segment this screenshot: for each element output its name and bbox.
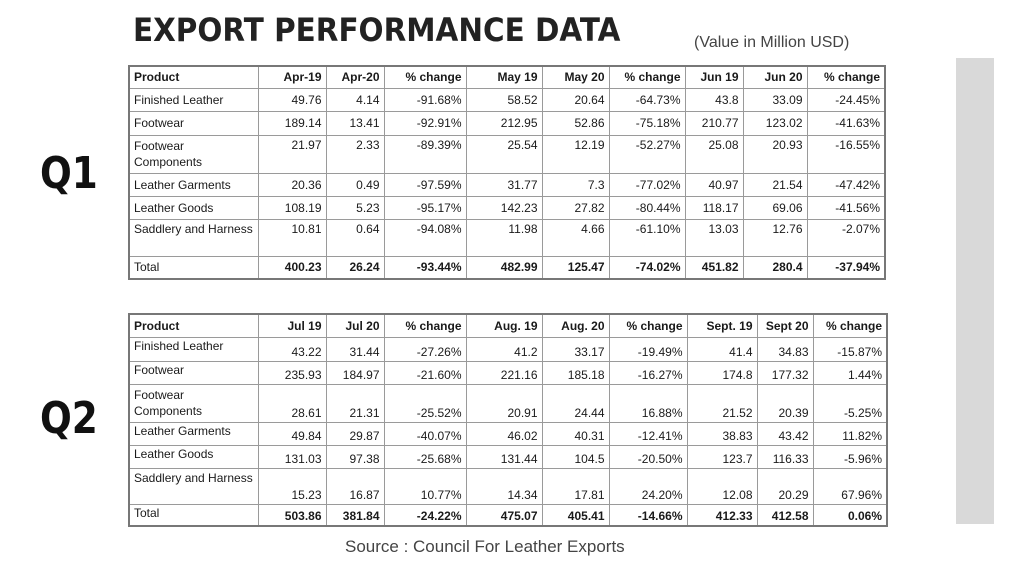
cell: -25.52% <box>384 384 466 422</box>
row-product: Leather Goods <box>129 445 258 468</box>
table-row <box>129 196 885 219</box>
cell: 43.42 <box>757 422 813 445</box>
q2-header-row <box>129 314 887 337</box>
cell: 4.66 <box>542 219 609 256</box>
cell: -75.18% <box>609 111 685 135</box>
cell: -20.50% <box>609 445 687 468</box>
q2-header-sep19: Sept. 19 <box>687 314 757 337</box>
q1-header-jun20: Jun 20 <box>743 66 807 88</box>
side-panel <box>956 58 994 524</box>
q2-header-jul20: Jul 20 <box>326 314 384 337</box>
cell: -41.63% <box>807 111 885 135</box>
cell: 43.8 <box>685 88 743 111</box>
table-row <box>129 468 887 504</box>
unit-note: (Value in Million USD) <box>694 34 850 51</box>
cell: 475.07 <box>466 504 542 526</box>
cell: 0.06% <box>813 504 887 526</box>
cell: -14.66% <box>609 504 687 526</box>
cell: 20.93 <box>743 135 807 173</box>
q1-header-apr-change: % change <box>384 66 466 88</box>
row-product: Total <box>129 256 258 279</box>
cell: 185.18 <box>542 361 609 384</box>
cell: 2.33 <box>326 135 384 173</box>
q1-header-product: Product <box>129 66 258 88</box>
row-product: Saddlery and Harness <box>129 219 258 256</box>
cell: 49.76 <box>258 88 326 111</box>
cell: 24.44 <box>542 384 609 422</box>
cell: 405.41 <box>542 504 609 526</box>
cell: 189.14 <box>258 111 326 135</box>
cell: 20.29 <box>757 468 813 504</box>
table-row-total <box>129 504 887 526</box>
q1-header-may-change: % change <box>609 66 685 88</box>
cell: 10.77% <box>384 468 466 504</box>
cell: 11.98 <box>466 219 542 256</box>
q2-header-aug-change: % change <box>609 314 687 337</box>
cell: 46.02 <box>466 422 542 445</box>
row-product: Finished Leather <box>129 337 258 361</box>
row-product: Saddlery and Harness <box>129 468 258 504</box>
cell: 26.24 <box>326 256 384 279</box>
cell: 20.91 <box>466 384 542 422</box>
cell: 108.19 <box>258 196 326 219</box>
q1-header-row <box>129 66 885 88</box>
cell: 29.87 <box>326 422 384 445</box>
q1-header-may19: May 19 <box>466 66 542 88</box>
source-note: Source : Council For Leather Exports <box>345 537 625 556</box>
table-row <box>129 337 887 361</box>
cell: 34.83 <box>757 337 813 361</box>
cell: 503.86 <box>258 504 326 526</box>
cell: 58.52 <box>466 88 542 111</box>
cell: -2.07% <box>807 219 885 256</box>
table-row <box>129 384 887 422</box>
cell: -27.26% <box>384 337 466 361</box>
cell: 184.97 <box>326 361 384 384</box>
cell: 7.3 <box>542 173 609 196</box>
cell: -12.41% <box>609 422 687 445</box>
cell: 33.09 <box>743 88 807 111</box>
cell: 118.17 <box>685 196 743 219</box>
q2-header-aug20: Aug. 20 <box>542 314 609 337</box>
q2-header-product: Product <box>129 314 258 337</box>
cell: -41.56% <box>807 196 885 219</box>
cell: 451.82 <box>685 256 743 279</box>
row-product: Total <box>129 504 258 526</box>
table-row <box>129 219 885 256</box>
cell: 10.81 <box>258 219 326 256</box>
cell: -80.44% <box>609 196 685 219</box>
cell: -21.60% <box>384 361 466 384</box>
cell: 4.14 <box>326 88 384 111</box>
cell: 52.86 <box>542 111 609 135</box>
cell: -47.42% <box>807 173 885 196</box>
cell: 16.88% <box>609 384 687 422</box>
cell: 15.23 <box>258 468 326 504</box>
cell: 31.44 <box>326 337 384 361</box>
table-row <box>129 422 887 445</box>
cell: 31.77 <box>466 173 542 196</box>
cell: 210.77 <box>685 111 743 135</box>
cell: 13.03 <box>685 219 743 256</box>
cell: 24.20% <box>609 468 687 504</box>
cell: 21.52 <box>687 384 757 422</box>
cell: 21.54 <box>743 173 807 196</box>
q1-header-apr19: Apr-19 <box>258 66 326 88</box>
cell: 400.23 <box>258 256 326 279</box>
q1-table <box>128 65 886 280</box>
cell: -15.87% <box>813 337 887 361</box>
cell: 125.47 <box>542 256 609 279</box>
row-product: Leather Garments <box>129 173 258 196</box>
cell: 20.64 <box>542 88 609 111</box>
q2-header-sep-change: % change <box>813 314 887 337</box>
cell: 67.96% <box>813 468 887 504</box>
cell: -19.49% <box>609 337 687 361</box>
cell: 41.2 <box>466 337 542 361</box>
cell: 212.95 <box>466 111 542 135</box>
table-row <box>129 173 885 196</box>
cell: 16.87 <box>326 468 384 504</box>
cell: -16.27% <box>609 361 687 384</box>
cell: 20.39 <box>757 384 813 422</box>
q2-header-jul19: Jul 19 <box>258 314 326 337</box>
cell: 11.82% <box>813 422 887 445</box>
cell: 12.19 <box>542 135 609 173</box>
cell: 1.44% <box>813 361 887 384</box>
q2-label: Q2 <box>40 393 98 444</box>
row-product: Leather Goods <box>129 196 258 219</box>
row-product: Footwear Components <box>129 384 258 422</box>
cell: -16.55% <box>807 135 885 173</box>
q2-header-aug19: Aug. 19 <box>466 314 542 337</box>
cell: -89.39% <box>384 135 466 173</box>
cell: 17.81 <box>542 468 609 504</box>
cell: -97.59% <box>384 173 466 196</box>
cell: 0.49 <box>326 173 384 196</box>
cell: 131.03 <box>258 445 326 468</box>
cell: -52.27% <box>609 135 685 173</box>
cell: 21.97 <box>258 135 326 173</box>
cell: -94.08% <box>384 219 466 256</box>
cell: 177.32 <box>757 361 813 384</box>
table-row <box>129 88 885 111</box>
row-product: Footwear <box>129 361 258 384</box>
cell: 25.08 <box>685 135 743 173</box>
cell: -37.94% <box>807 256 885 279</box>
cell: -92.91% <box>384 111 466 135</box>
cell: 28.61 <box>258 384 326 422</box>
cell: 25.54 <box>466 135 542 173</box>
cell: 38.83 <box>687 422 757 445</box>
cell: 27.82 <box>542 196 609 219</box>
cell: -25.68% <box>384 445 466 468</box>
row-product: Leather Garments <box>129 422 258 445</box>
cell: 482.99 <box>466 256 542 279</box>
table-row <box>129 135 885 173</box>
row-product: Footwear Components <box>129 135 258 173</box>
cell: -5.96% <box>813 445 887 468</box>
cell: -93.44% <box>384 256 466 279</box>
cell: 40.31 <box>542 422 609 445</box>
q2-table <box>128 313 888 527</box>
cell: -64.73% <box>609 88 685 111</box>
q1-header-may20: May 20 <box>542 66 609 88</box>
cell: 0.64 <box>326 219 384 256</box>
q2-header-sep20: Sept 20 <box>757 314 813 337</box>
row-product: Finished Leather <box>129 88 258 111</box>
cell: -40.07% <box>384 422 466 445</box>
cell: 221.16 <box>466 361 542 384</box>
cell: 33.17 <box>542 337 609 361</box>
table-row-total <box>129 256 885 279</box>
table-row <box>129 445 887 468</box>
row-product: Footwear <box>129 111 258 135</box>
cell: 123.02 <box>743 111 807 135</box>
cell: -95.17% <box>384 196 466 219</box>
cell: 123.7 <box>687 445 757 468</box>
cell: -77.02% <box>609 173 685 196</box>
cell: -74.02% <box>609 256 685 279</box>
cell: 12.08 <box>687 468 757 504</box>
cell: 116.33 <box>757 445 813 468</box>
cell: 43.22 <box>258 337 326 361</box>
cell: 131.44 <box>466 445 542 468</box>
cell: -61.10% <box>609 219 685 256</box>
cell: -24.45% <box>807 88 885 111</box>
cell: -24.22% <box>384 504 466 526</box>
cell: 49.84 <box>258 422 326 445</box>
cell: 142.23 <box>466 196 542 219</box>
cell: 174.8 <box>687 361 757 384</box>
cell: 104.5 <box>542 445 609 468</box>
cell: 14.34 <box>466 468 542 504</box>
cell: 13.41 <box>326 111 384 135</box>
q1-header-jun19: Jun 19 <box>685 66 743 88</box>
table-row <box>129 111 885 135</box>
table-row <box>129 361 887 384</box>
q1-header-apr20: Apr-20 <box>326 66 384 88</box>
q1-header-jun-change: % change <box>807 66 885 88</box>
q2-header-jul-change: % change <box>384 314 466 337</box>
q1-label: Q1 <box>40 148 98 199</box>
cell: 21.31 <box>326 384 384 422</box>
cell: 235.93 <box>258 361 326 384</box>
cell: 381.84 <box>326 504 384 526</box>
cell: 412.33 <box>687 504 757 526</box>
cell: 97.38 <box>326 445 384 468</box>
cell: 5.23 <box>326 196 384 219</box>
cell: -91.68% <box>384 88 466 111</box>
cell: 40.97 <box>685 173 743 196</box>
cell: 280.4 <box>743 256 807 279</box>
page-title: EXPORT PERFORMANCE DATA <box>133 11 621 49</box>
cell: 41.4 <box>687 337 757 361</box>
cell: 69.06 <box>743 196 807 219</box>
cell: 412.58 <box>757 504 813 526</box>
cell: 12.76 <box>743 219 807 256</box>
cell: -5.25% <box>813 384 887 422</box>
cell: 20.36 <box>258 173 326 196</box>
